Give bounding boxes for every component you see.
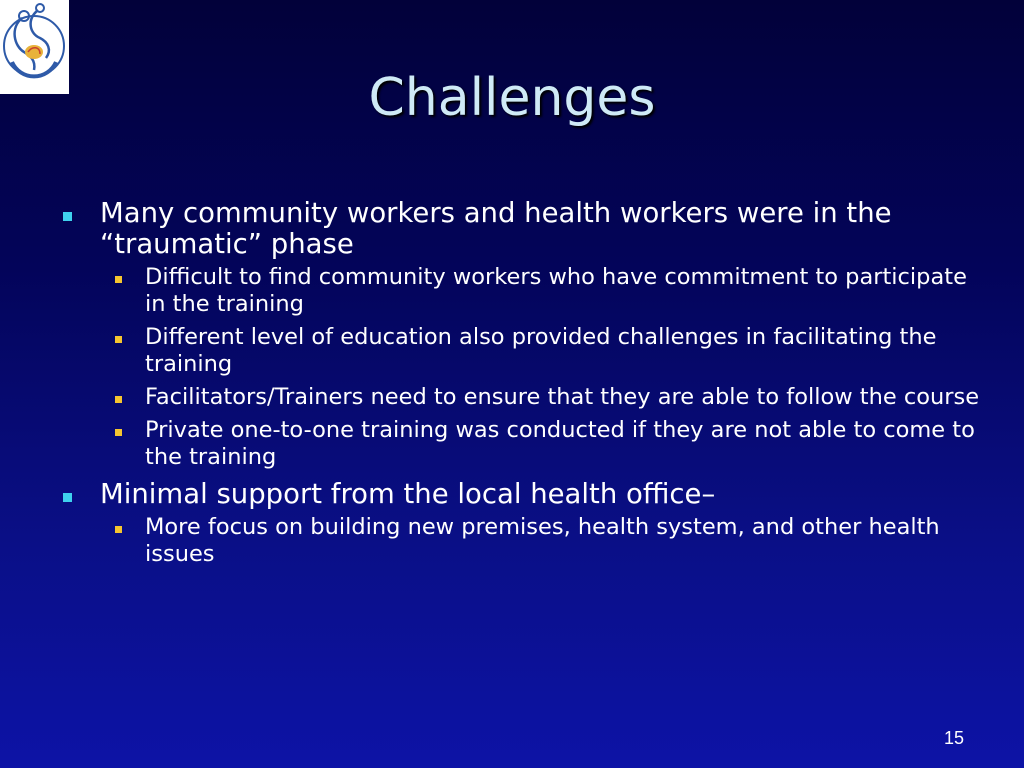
bullet-traumatic-phase xyxy=(60,198,980,260)
bullet-text: Many community workers and health workers were in the “traumatic” phase xyxy=(100,197,892,260)
square-bullet-icon xyxy=(115,526,122,533)
sub-bullet-facilitators xyxy=(60,384,980,411)
slide-content xyxy=(60,198,980,576)
sub-bullet-education-level xyxy=(60,324,980,378)
sub-bullet-text: Private one-to-one training was conducted if they are not able to come to the training xyxy=(145,417,975,470)
sub-bullet-text: Different level of education also provided challenges in facilitating the training xyxy=(145,324,937,377)
sub-bullet-private-training xyxy=(60,417,980,471)
sub-bullet-list xyxy=(60,514,980,568)
sub-bullet-text: Facilitators/Trainers need to ensure that they are able to follow the course xyxy=(145,384,980,410)
sub-bullet-new-premises xyxy=(60,514,980,568)
sub-bullet-text: Difficult to find community workers who have commitment to participate in the training xyxy=(145,264,967,317)
page-number: 15 xyxy=(943,728,964,748)
square-bullet-icon xyxy=(63,493,72,502)
sub-bullet-text: More focus on building new premises, health system, and other health issues xyxy=(145,514,940,567)
square-bullet-icon xyxy=(115,396,122,403)
sub-bullet-commitment xyxy=(60,264,980,318)
square-bullet-icon xyxy=(115,276,122,283)
square-bullet-icon xyxy=(115,429,122,436)
slide-title: Challenges xyxy=(368,68,656,128)
square-bullet-icon xyxy=(115,336,122,343)
square-bullet-icon xyxy=(63,212,72,221)
bullet-local-health-office xyxy=(60,479,980,510)
bullet-text: Minimal support from the local health office– xyxy=(100,478,716,510)
sub-bullet-list xyxy=(60,264,980,471)
